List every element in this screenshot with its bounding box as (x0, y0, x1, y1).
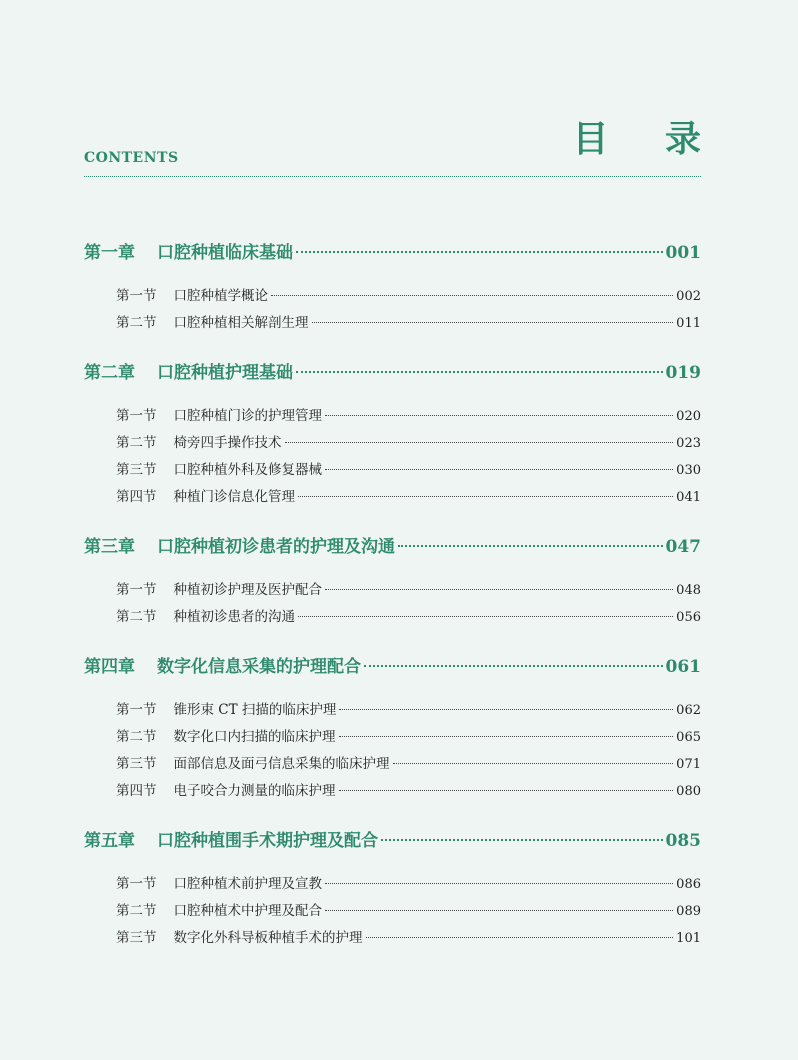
section-title: 口腔种植术中护理及配合 (173, 903, 322, 919)
chapter-number: 第四章 (84, 657, 135, 677)
section-entry[interactable] (84, 403, 701, 430)
section-title: 锥形束 CT 扫描的临床护理 (173, 702, 337, 718)
section-title: 数字化外科导板种植手术的护理 (173, 930, 363, 946)
chapter-number: 第五章 (84, 831, 135, 851)
section-title: 面部信息及面弓信息采集的临床护理 (173, 756, 390, 772)
section-page-number: 089 (676, 904, 701, 919)
section-title: 口腔种植相关解剖生理 (173, 315, 309, 331)
dot-leader (364, 665, 663, 667)
section-number: 第二节 (116, 315, 157, 331)
chapter-page-number: 019 (665, 363, 701, 383)
chapter-heading[interactable] (84, 240, 701, 266)
dot-leader (339, 790, 674, 791)
section-title: 口腔种植术前护理及宣教 (173, 876, 322, 892)
chapter-4 (84, 654, 701, 805)
section-page-number: 011 (676, 316, 701, 331)
section-number: 第二节 (116, 609, 157, 625)
section-title: 口腔种植外科及修复器械 (173, 462, 322, 478)
section-entry[interactable] (84, 457, 701, 484)
chapter-heading[interactable] (84, 654, 701, 680)
section-page-number: 048 (676, 583, 701, 598)
dot-leader (296, 371, 663, 373)
chapter-number: 第一章 (84, 243, 135, 263)
section-number: 第二节 (116, 903, 157, 919)
contents-label: CONTENTS (84, 150, 179, 166)
section-number: 第三节 (116, 462, 157, 478)
dot-leader (393, 763, 674, 764)
section-title: 椅旁四手操作技术 (173, 435, 282, 451)
chapter-5 (84, 828, 701, 952)
chapter-page-number: 085 (665, 831, 701, 851)
section-page-number: 086 (676, 877, 701, 892)
section-number: 第一节 (116, 288, 157, 304)
section-title: 口腔种植学概论 (173, 288, 268, 304)
section-page-number: 020 (676, 409, 701, 424)
chapter-page-number: 001 (665, 243, 701, 263)
section-page-number: 041 (676, 490, 701, 505)
section-title: 种植初诊患者的沟通 (173, 609, 295, 625)
section-entry[interactable] (84, 751, 701, 778)
section-number: 第一节 (116, 408, 157, 424)
section-entry[interactable] (84, 871, 701, 898)
dot-leader (325, 415, 673, 416)
chapter-number: 第二章 (84, 363, 135, 383)
chapter-page-number: 061 (665, 657, 701, 677)
section-title: 口腔种植门诊的护理管理 (173, 408, 322, 424)
chapter-2 (84, 360, 701, 511)
chapter-heading[interactable] (84, 360, 701, 386)
chapter-3 (84, 534, 701, 631)
section-page-number: 071 (676, 757, 701, 772)
section-number: 第三节 (116, 930, 157, 946)
section-page-number: 030 (676, 463, 701, 478)
section-entry[interactable] (84, 430, 701, 457)
section-page-number: 062 (676, 703, 701, 718)
section-entry[interactable] (84, 604, 701, 631)
section-number: 第三节 (116, 756, 157, 772)
section-title: 种植门诊信息化管理 (173, 489, 295, 505)
section-page-number: 056 (676, 610, 701, 625)
chapter-title: 口腔种植临床基础 (157, 243, 293, 263)
section-page-number: 065 (676, 730, 701, 745)
chapter-title: 口腔种植初诊患者的护理及沟通 (157, 537, 395, 557)
dot-leader (339, 736, 674, 737)
toc-header (84, 110, 723, 177)
section-number: 第一节 (116, 582, 157, 598)
section-entry[interactable] (84, 778, 701, 805)
chapter-number: 第三章 (84, 537, 135, 557)
section-page-number: 002 (676, 289, 701, 304)
page-title: 目 录 (572, 119, 723, 160)
dot-leader (325, 910, 673, 911)
section-entry[interactable] (84, 484, 701, 511)
dot-leader (325, 883, 673, 884)
section-page-number: 023 (676, 436, 701, 451)
dot-leader (298, 616, 673, 617)
dot-leader (271, 295, 673, 296)
section-number: 第四节 (116, 489, 157, 505)
chapter-heading[interactable] (84, 534, 701, 560)
section-number: 第四节 (116, 783, 157, 799)
section-number: 第二节 (116, 729, 157, 745)
section-number: 第一节 (116, 702, 157, 718)
dot-leader (296, 251, 663, 253)
section-entry[interactable] (84, 283, 701, 310)
dot-leader (325, 589, 673, 590)
dot-leader (339, 709, 673, 710)
section-entry[interactable] (84, 310, 701, 337)
dot-leader (366, 937, 674, 938)
dot-leader (398, 545, 663, 547)
section-title: 电子咬合力测量的临床护理 (173, 783, 336, 799)
section-number: 第一节 (116, 876, 157, 892)
section-page-number: 080 (676, 784, 701, 799)
dot-leader (381, 839, 663, 841)
dot-leader (312, 322, 674, 323)
chapter-title: 数字化信息采集的护理配合 (157, 657, 361, 677)
section-entry[interactable] (84, 697, 701, 724)
section-entry[interactable] (84, 577, 701, 604)
section-entry[interactable] (84, 724, 701, 751)
dot-leader (325, 469, 673, 470)
section-title: 种植初诊护理及医护配合 (173, 582, 322, 598)
chapter-title: 口腔种植护理基础 (157, 363, 293, 383)
section-title: 数字化口内扫描的临床护理 (173, 729, 336, 745)
table-of-contents (84, 240, 701, 975)
dot-leader (285, 442, 674, 443)
section-page-number: 101 (676, 931, 701, 946)
section-number: 第二节 (116, 435, 157, 451)
chapter-title: 口腔种植围手术期护理及配合 (157, 831, 378, 851)
chapter-page-number: 047 (665, 537, 701, 557)
section-entry[interactable] (84, 925, 701, 952)
chapter-1 (84, 240, 701, 337)
dot-leader (298, 496, 673, 497)
section-entry[interactable] (84, 898, 701, 925)
chapter-heading[interactable] (84, 828, 701, 854)
